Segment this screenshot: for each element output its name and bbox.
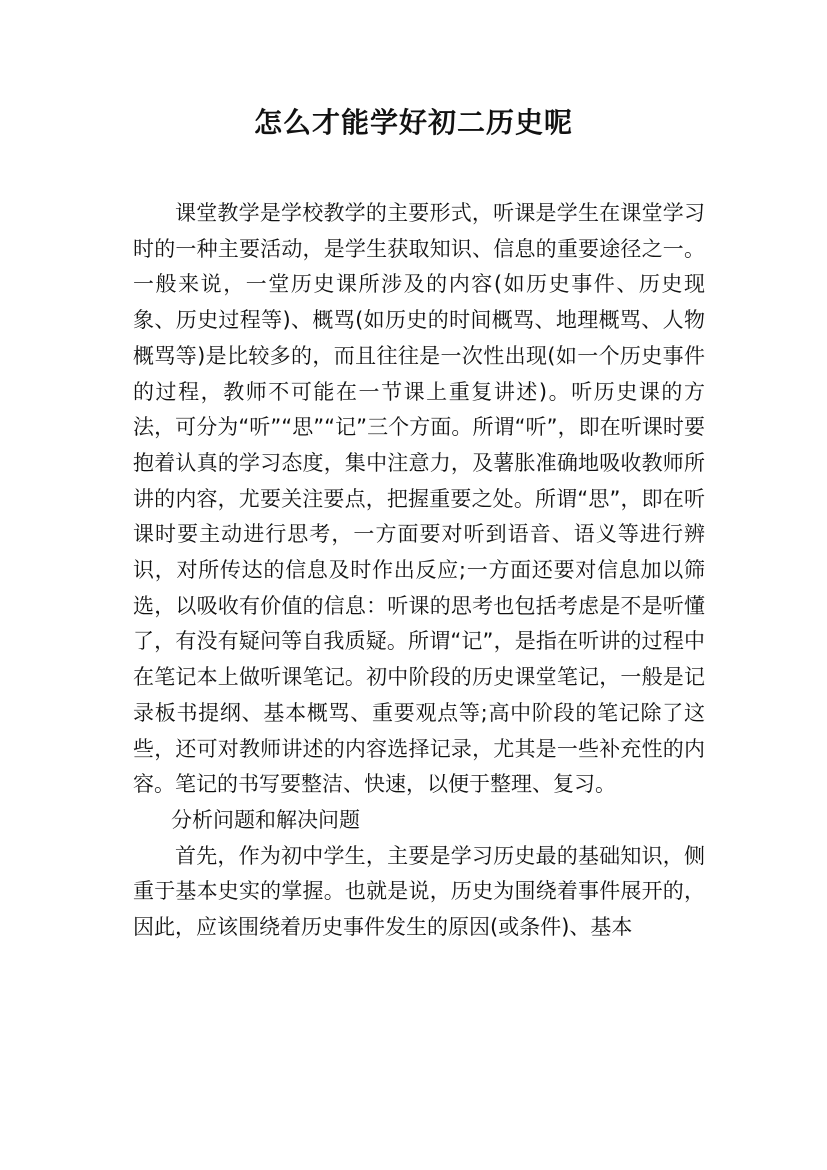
document-title: 怎么才能学好初二历史呢 [253,106,573,139]
paragraph-basic-knowledge: 首先，作为初中学生，主要是学习历史最的基础知识，侧重于基本史实的掌握。也就是说，历史为围绕着事件展开的，因此，应该围绕着历史事件发生的原因(或条件)、基本 [133,843,705,940]
document-body [133,196,705,946]
section-heading: 分析问题和解决问题 [171,807,360,832]
paragraph-listening-method: 课堂教学是学校教学的主要形式，听课是学生在课堂学习时的一种主要活动，是学生获取知识、信息的重要途径之一。一般来说，一堂历史课所涉及的内容(如历史事件、历史现象、历史过程等)、概骂(如历史的时间概骂、地理概骂、人物概骂等)是比较多的，而且往往是一次性出现(如一个历史事件的过程，教师不可能在一节课上重复讲述)。听历史课的方法，可分为“听”“思”“记”三个方面。所谓“听”，即在听课时要抱着认真的学习态度，集中注意力，及薯胀准确地吸收教师所讲的内容，尤要关注要点，把握重要之处。所谓“思”，即在听课时要主动进行思考，一方面要对听到语音、语义等进行辨识，对所传达的信息及时作出反应;一方面还要对信息加以筛选，以吸收有价值的信息：听课的思考也包括考虑是不是听懂了，有没有疑问等自我质疑。所谓“记”，是指在听讲的过程中在笔记本上做听课笔记。初中阶段的历史课堂笔记，一般是记录板书提纲、基本概骂、重要观点等;高中阶段的笔记除了这些，还可对教师讲述的内容选择记录，尤其是一些补充性的内容。笔记的书写要整洁、快速，以便于整理、复习。 [133,201,705,797]
